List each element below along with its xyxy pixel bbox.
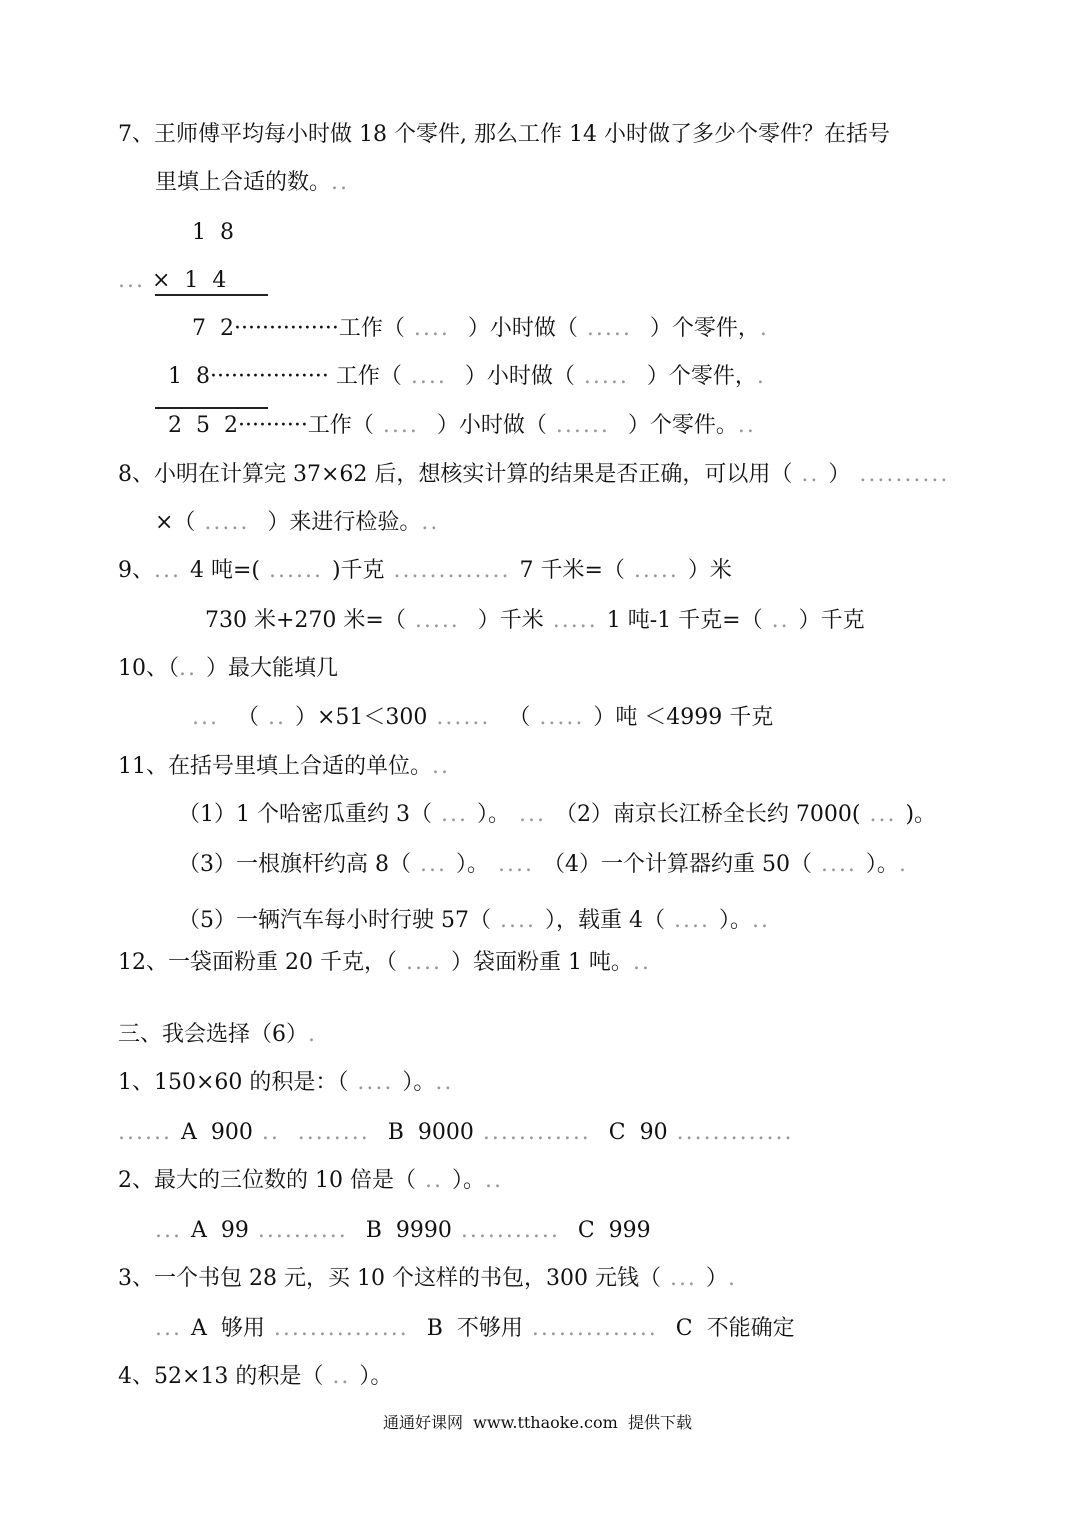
mc3-option-b: B 不够用: [426, 1316, 523, 1341]
q7-row-1-value: 7 2: [192, 316, 234, 341]
q8-line2-b: ）来进行检验。: [267, 510, 422, 535]
q7-row-3-w2: ）小时做: [436, 413, 525, 438]
q8-line2: ×（ ..... ）来进行检验。..: [155, 510, 440, 535]
mc2-option-c: C 999: [577, 1218, 651, 1243]
q9-a-end: )千克: [331, 558, 385, 583]
q7-row-2-value: 1 8: [168, 364, 210, 389]
footer-text: 通通好课网 www.tthaoke.com 提供下载: [383, 1413, 692, 1432]
q7-mult-top: 1 8: [192, 220, 234, 245]
q7-row-2-dots: ·················: [209, 364, 329, 389]
mc3-q: 3、一个书包 28 元，买 10 个这样的书包，300 元钱（: [118, 1266, 661, 1291]
q7-row-3-value: 2 5 2: [168, 413, 238, 438]
q9-d-end: ）千克: [798, 608, 865, 633]
q11-row2: （3）一根旗杆约高 8（ ... ）。 .... （4）一个计算器约重 50（ .... ）。.: [178, 852, 908, 877]
mc2-option-a: A 99: [190, 1218, 249, 1243]
q9-c-end: ）千米: [477, 608, 544, 633]
q8-line1-text: 8、小明在计算完 37×62 后，想核实计算的结果是否正确，可以用（: [118, 462, 793, 487]
q7-row-3-dots: ··········: [237, 413, 308, 438]
q7-mult-second-text: × 1 4: [151, 268, 227, 293]
q11-row3: （5）一辆汽车每小时行驶 57（ .... ），载重 4（ .... ）。..: [178, 908, 770, 933]
mc1-option-a: A 900: [180, 1120, 253, 1145]
q10-title: 10、（.. ）最大能填几: [118, 656, 338, 681]
q11-i2: （2）南京长江桥全长约 7000(: [554, 802, 861, 827]
q8-line1-end: ）: [828, 462, 851, 487]
q7-line1: 7、王师傅平均每小时做 18 个零件, 那么工作 14 小时做了多少个零件？在括号: [118, 122, 890, 147]
mc3-option-a: A 够用: [190, 1316, 265, 1341]
q12-line: 12、一袋面粉重 20 千克，（ .... ）袋面粉重 1 吨。..: [118, 950, 651, 975]
mc2-options: ... A 99 .......... B 9990 ........... C 999: [155, 1218, 651, 1243]
q7-row-3: 2 5 2··········工作（ .... ）小时做（ ...... ）个零件。..: [168, 413, 756, 438]
mc1-options: ...... A 900 .. ........ B 9000 ............ C 90 .............: [118, 1120, 794, 1145]
q8-line2-a: ×（: [155, 510, 196, 535]
q9-line2: 730 米+270 米=（ ..... ）千米 ..... 1 吨-1 千克=（ .. ）千克: [205, 608, 865, 633]
q11-i4-end: ）。: [865, 852, 899, 877]
mc1-q: 1、150×60 的积是：（: [118, 1070, 349, 1095]
q11-title: 11、在括号里填上合适的单位。..: [118, 754, 450, 779]
q12-a: 12、一袋面粉重 20 千克，（: [118, 950, 397, 975]
q7-mult-second: ... × 1 4: [118, 268, 227, 293]
mc1-q-end: ）。: [402, 1070, 436, 1095]
q9-line1: 9、... 4 吨=( ...... )千克 ............. 7 千米=（ ..... ）米: [118, 558, 732, 583]
mc2-q: 2、最大的三位数的 10 倍是（: [118, 1168, 416, 1193]
q7-row-3-w1: 工作: [307, 413, 352, 438]
q7-line2-text: 里填上合适的数。: [155, 170, 332, 195]
q11-row1: （1）1 个哈密瓜重约 3（ ... ）。 ... （2）南京长江桥全长约 7000( ... )。: [178, 802, 937, 827]
q11-i5-mid: ），载重 4（: [544, 908, 665, 933]
q7-row-1-w3: ）个零件，: [649, 316, 760, 341]
q11-title-text: 11、在括号里填上合适的单位。: [118, 754, 432, 779]
q10-b-close: ）吨 ＜4999 千克: [593, 705, 774, 730]
mc1-option-c: C 90: [608, 1120, 668, 1145]
q11-i1: （1）1 个哈密瓜重约 3（: [178, 802, 432, 827]
q7-line2: 里填上合适的数。..: [155, 170, 350, 195]
mc4-question: 4、52×13 的积是（ .. ）。: [118, 1364, 393, 1389]
q9-b: 7 千米=（: [519, 558, 625, 583]
section3-title-text: 三、我会选择（6）: [118, 1022, 308, 1047]
mc2-question: 2、最大的三位数的 10 倍是（ .. ）。..: [118, 1168, 503, 1193]
q9-a: 4 吨=(: [189, 558, 260, 583]
q7-row-2-w3: ）个零件，: [646, 364, 757, 389]
mc1-option-b: B 9000: [387, 1120, 474, 1145]
q7-row-1-w1: 工作: [338, 316, 383, 341]
q11-i3: （3）一根旗杆约高 8（: [178, 852, 411, 877]
q10-a-open: （: [236, 705, 259, 730]
q7-row-2: 1 8················· 工作（ .... ）小时做（ ..... ）个零件，.: [168, 364, 766, 389]
q12-b: ）袋面粉重 1 吨。: [450, 950, 633, 975]
q10-title-a: 10、（: [118, 656, 179, 681]
q11-i1-end: ）。: [476, 802, 510, 827]
mc2-option-b: B 9990: [365, 1218, 452, 1243]
q7-row-3-w3: ）个零件。: [627, 413, 738, 438]
q11-i5: （5）一辆汽车每小时行驶 57（: [178, 908, 491, 933]
q9-c: 730 米+270 米=（: [205, 608, 406, 633]
q7-row-1: 7 2···············工作（ .... ）小时做（ ..... ）个零件，.: [192, 316, 769, 341]
q7-row-1-w2: ）小时做: [467, 316, 556, 341]
q11-i4: （4）一个计算器约重 50（: [542, 852, 812, 877]
q11-i3-end: ）。: [455, 852, 489, 877]
q9-label: 9、: [118, 558, 154, 583]
mc3-options: ... A 够用 ............... B 不够用 .............. C 不能确定: [155, 1316, 795, 1341]
q7-row-2-w1: 工作: [335, 364, 380, 389]
q10-items: ... （ .. ）×51＜300 ...... （ ..... ）吨 ＜4999 千克: [192, 705, 774, 730]
q9-b-end: ）米: [687, 558, 732, 583]
mc3-question: 3、一个书包 28 元，买 10 个这样的书包，300 元钱（ ... ）.: [118, 1266, 737, 1291]
q10-a-close: ）×51＜300: [294, 705, 428, 730]
q7-row-1-dots: ···············: [233, 316, 339, 341]
mc1-question: 1、150×60 的积是：（ .... ）。..: [118, 1070, 454, 1095]
mc3-q-end: ）: [705, 1266, 728, 1291]
mc4-q: 4、52×13 的积是（: [118, 1364, 324, 1389]
q10-b-open: （: [508, 705, 531, 730]
mc4-q-end: ）。: [359, 1364, 393, 1389]
q7-row-2-w2: ）小时做: [464, 364, 553, 389]
q10-title-b: ）最大能填几: [205, 656, 338, 681]
section3-title: 三、我会选择（6）.: [118, 1022, 317, 1047]
q8-line1: 8、小明在计算完 37×62 后，想核实计算的结果是否正确，可以用（ .. ） ..........: [118, 462, 950, 487]
q7-mult-line-2: [155, 407, 268, 409]
mc2-q-end: ）。: [451, 1168, 485, 1193]
q11-i2-end: )。: [905, 802, 937, 827]
q11-i5-end: ）。: [718, 908, 752, 933]
q7-mult-line-1: [155, 294, 268, 296]
mc3-option-c: C 不能确定: [675, 1316, 795, 1341]
q9-d: 1 吨-1 千克=（: [606, 608, 763, 633]
